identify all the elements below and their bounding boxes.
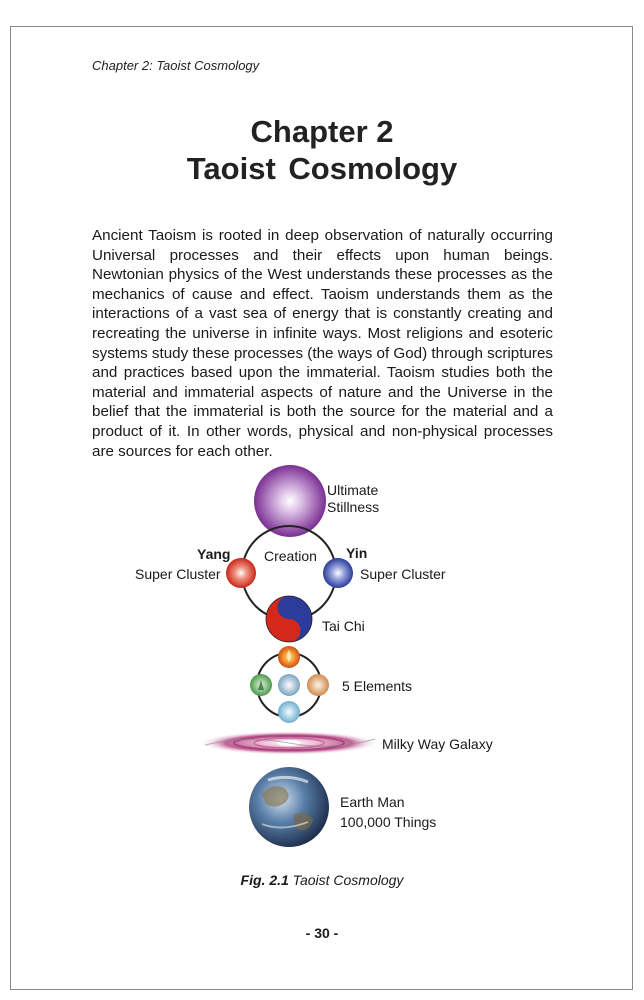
label-creation: Creation	[264, 548, 317, 564]
figure-caption-text: Taoist Cosmology	[292, 872, 404, 888]
label-yang: Yang	[197, 546, 231, 562]
label-hundred-thousand-things: 100,000 Things	[340, 814, 437, 830]
metal-element-icon	[307, 674, 329, 696]
yin-sphere	[323, 558, 353, 588]
water-element-icon	[278, 701, 300, 723]
label-milky-way: Milky Way Galaxy	[382, 736, 493, 752]
tai-chi-symbol	[266, 596, 312, 642]
label-yang-super-cluster: Super Cluster	[135, 566, 221, 582]
label-earth-man: Earth Man	[340, 794, 405, 810]
figure-caption-number: Fig. 2.1	[240, 872, 289, 888]
earth-globe-image	[249, 767, 329, 847]
label-ultimate: Ultimate	[327, 482, 379, 498]
page-number: - 30 -	[305, 925, 339, 941]
figure-caption	[0, 872, 644, 888]
milky-way-galaxy-image	[199, 731, 379, 755]
chapter-title: Chapter 2	[250, 114, 394, 149]
body-paragraph: Ancient Taoism is rooted in deep observation of naturally occurring Universal processes and their effects upon human beings. Newtonian physics of the West understands these processes as the mechanics of cause and effect. Taoism understands them as the interactions of a vast sea of energy that is constantly creating and recreating the universe in infinite ways. Most religions and esoteric systems study these processes (the ways of God) through scriptures and practices based upon the immaterial. Taoism studies both the material and immaterial aspects of nature and the Universe in the belief that the immaterial is both the source for the material and a product of it. In other words, physical and non-physical processes are sources for each other.	[92, 227, 553, 460]
running-header: Chapter 2: Taoist Cosmology	[92, 58, 260, 73]
cosmology-diagram	[0, 462, 644, 862]
label-stillness: Stillness	[327, 499, 380, 515]
label-five-elements: 5 Elements	[342, 678, 413, 694]
label-tai-chi: Tai Chi	[322, 618, 365, 634]
label-yin: Yin	[346, 545, 368, 561]
label-yin-super-cluster: Super Cluster	[360, 566, 446, 582]
yang-sphere	[226, 558, 256, 588]
chapter-subtitle: Taoist Cosmology	[186, 151, 458, 186]
earth-element-icon	[278, 674, 300, 696]
cosmology-figure	[0, 462, 644, 862]
